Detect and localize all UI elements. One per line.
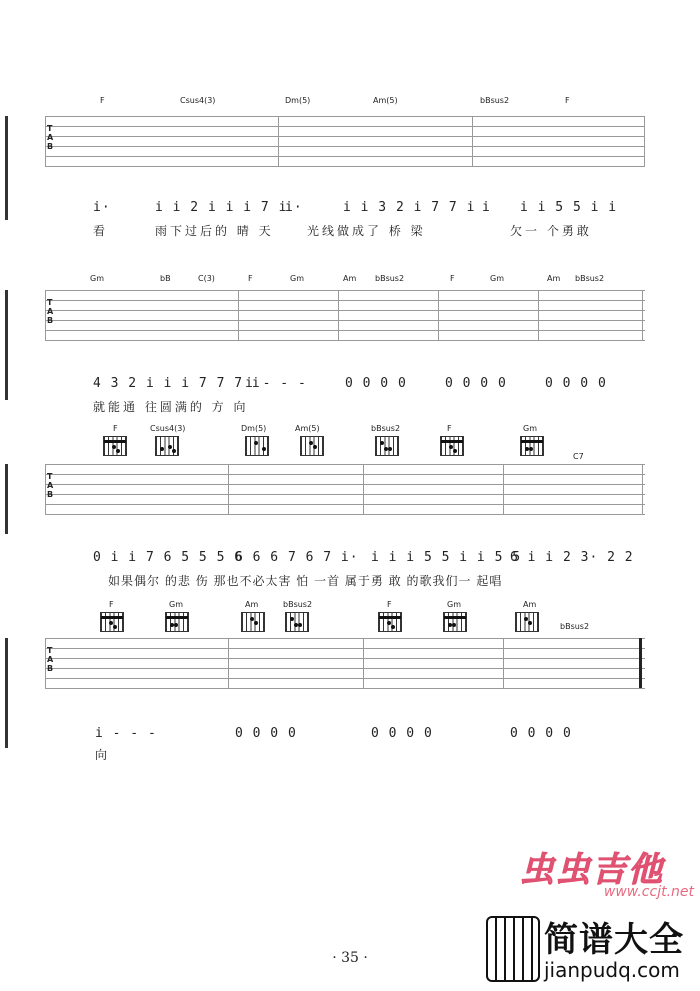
chord-label: F — [565, 96, 570, 105]
jianpu-measure: i i 3 2 i 7 7 i — [343, 200, 476, 215]
chord-label: F — [447, 424, 452, 433]
lyrics: 光线做成了 桥 梁 — [307, 224, 426, 238]
chord-label: bBsus2 — [283, 600, 313, 609]
tab-staff — [45, 638, 645, 688]
chord-row — [45, 96, 645, 112]
tab-staff — [45, 290, 645, 340]
tab-clef: T A B — [47, 298, 54, 325]
jianpu-measure: 6 6 6 7 6 7 i· — [235, 550, 359, 565]
lyrics: 雨下过后的 晴 天 — [155, 224, 274, 238]
chord-label: Gm — [523, 424, 537, 433]
tab-clef: T A B — [47, 472, 54, 499]
jianpu-measure: i· — [285, 200, 303, 215]
logo-url: jianpudq.com — [544, 958, 680, 982]
jianpu-measure: 0 i i 7 6 5 5 5 6 — [93, 550, 244, 565]
tab-clef: T A B — [47, 646, 54, 673]
jianpudq-logo — [478, 912, 700, 991]
chord-row — [45, 274, 645, 290]
chord-label: Gm — [290, 274, 304, 283]
page-number: · 35 · — [332, 950, 368, 966]
chord-label: bBsus2 — [371, 424, 401, 433]
jianpu-measure: 0 0 0 0 — [371, 726, 433, 741]
tab-staff — [45, 116, 645, 166]
chord-label: Gm — [169, 600, 183, 609]
chord-label: F — [387, 600, 392, 609]
chord-label: F — [113, 424, 118, 433]
chord-label: F — [100, 96, 105, 105]
chord-label: Am — [245, 600, 259, 609]
lyrics: 就能通 往圆满的 方 向 — [93, 400, 249, 414]
chord-label: Gm — [447, 600, 461, 609]
jianpu-measure: i· — [93, 200, 111, 215]
chord-label: C7 — [573, 452, 584, 461]
chord-label: Am — [523, 600, 537, 609]
lyrics: 向 — [95, 748, 111, 762]
lyrics: 如果偶尔 的悲 伤 那也不必太害 怕 一首 属于勇 敢 的歌我们一 起唱 — [108, 574, 503, 588]
chord-label: Csus4(3) — [150, 424, 186, 433]
jianpu-measure: 0 0 0 0 — [235, 726, 297, 741]
chord-label: Dm(5) — [241, 424, 267, 433]
jianpu-measure: i - - - — [245, 376, 307, 391]
jianpu-measure: 0 0 0 0 — [445, 376, 507, 391]
jianpu-measure: i - - - — [95, 726, 157, 741]
chord-label: Am(5) — [295, 424, 320, 433]
chord-label: Am(5) — [373, 96, 398, 105]
chord-label: Am — [547, 274, 561, 283]
chord-row — [45, 600, 645, 631]
piano-icon — [486, 916, 540, 982]
chord-label: bBsus2 — [575, 274, 605, 283]
chord-row — [45, 424, 645, 461]
jianpu-measure: i i i 5 5 i i 5 5 — [371, 550, 522, 565]
jianpu-measure: i — [482, 200, 491, 215]
chord-label: bBsus2 — [375, 274, 405, 283]
jianpu-measure: 0 0 0 0 — [345, 376, 407, 391]
chord-label: Gm — [490, 274, 504, 283]
tab-clef: T A B — [47, 124, 54, 151]
jianpu-measure: 4 3 2 i i i 7 7 7 i — [93, 376, 261, 391]
chord-label: F — [450, 274, 455, 283]
logo-text: 简谱大全 — [544, 920, 684, 960]
chord-label: bB — [160, 274, 171, 283]
logo-text: 虫虫吉他 — [520, 850, 664, 890]
jianpu-measure: 0 0 0 0 — [545, 376, 607, 391]
chord-label: F — [109, 600, 114, 609]
chord-label: Am — [343, 274, 357, 283]
jianpu-measure: i i 5 5 i i — [520, 200, 618, 215]
chord-label: F — [248, 274, 253, 283]
chord-label: C(3) — [198, 274, 215, 283]
chord-label: Gm — [90, 274, 104, 283]
watermark — [225, 462, 525, 502]
jianpu-measure: 6 i i 2 3· 2 2 — [510, 550, 634, 565]
logo-url: www.ccjt.net — [603, 884, 694, 900]
lyrics: 欠一 个勇敢 — [510, 224, 592, 238]
jianpu-measure: 0 0 0 0 — [510, 726, 572, 741]
chord-label: bBsus2 — [560, 622, 590, 631]
lyrics: 看 — [93, 224, 109, 238]
chord-label: bBsus2 — [480, 96, 510, 105]
chord-label: Csus4(3) — [180, 96, 216, 105]
chord-label: Dm(5) — [285, 96, 311, 105]
ccjt-logo — [520, 842, 700, 902]
jianpu-measure: i i 2 i i i 7 i — [155, 200, 288, 215]
